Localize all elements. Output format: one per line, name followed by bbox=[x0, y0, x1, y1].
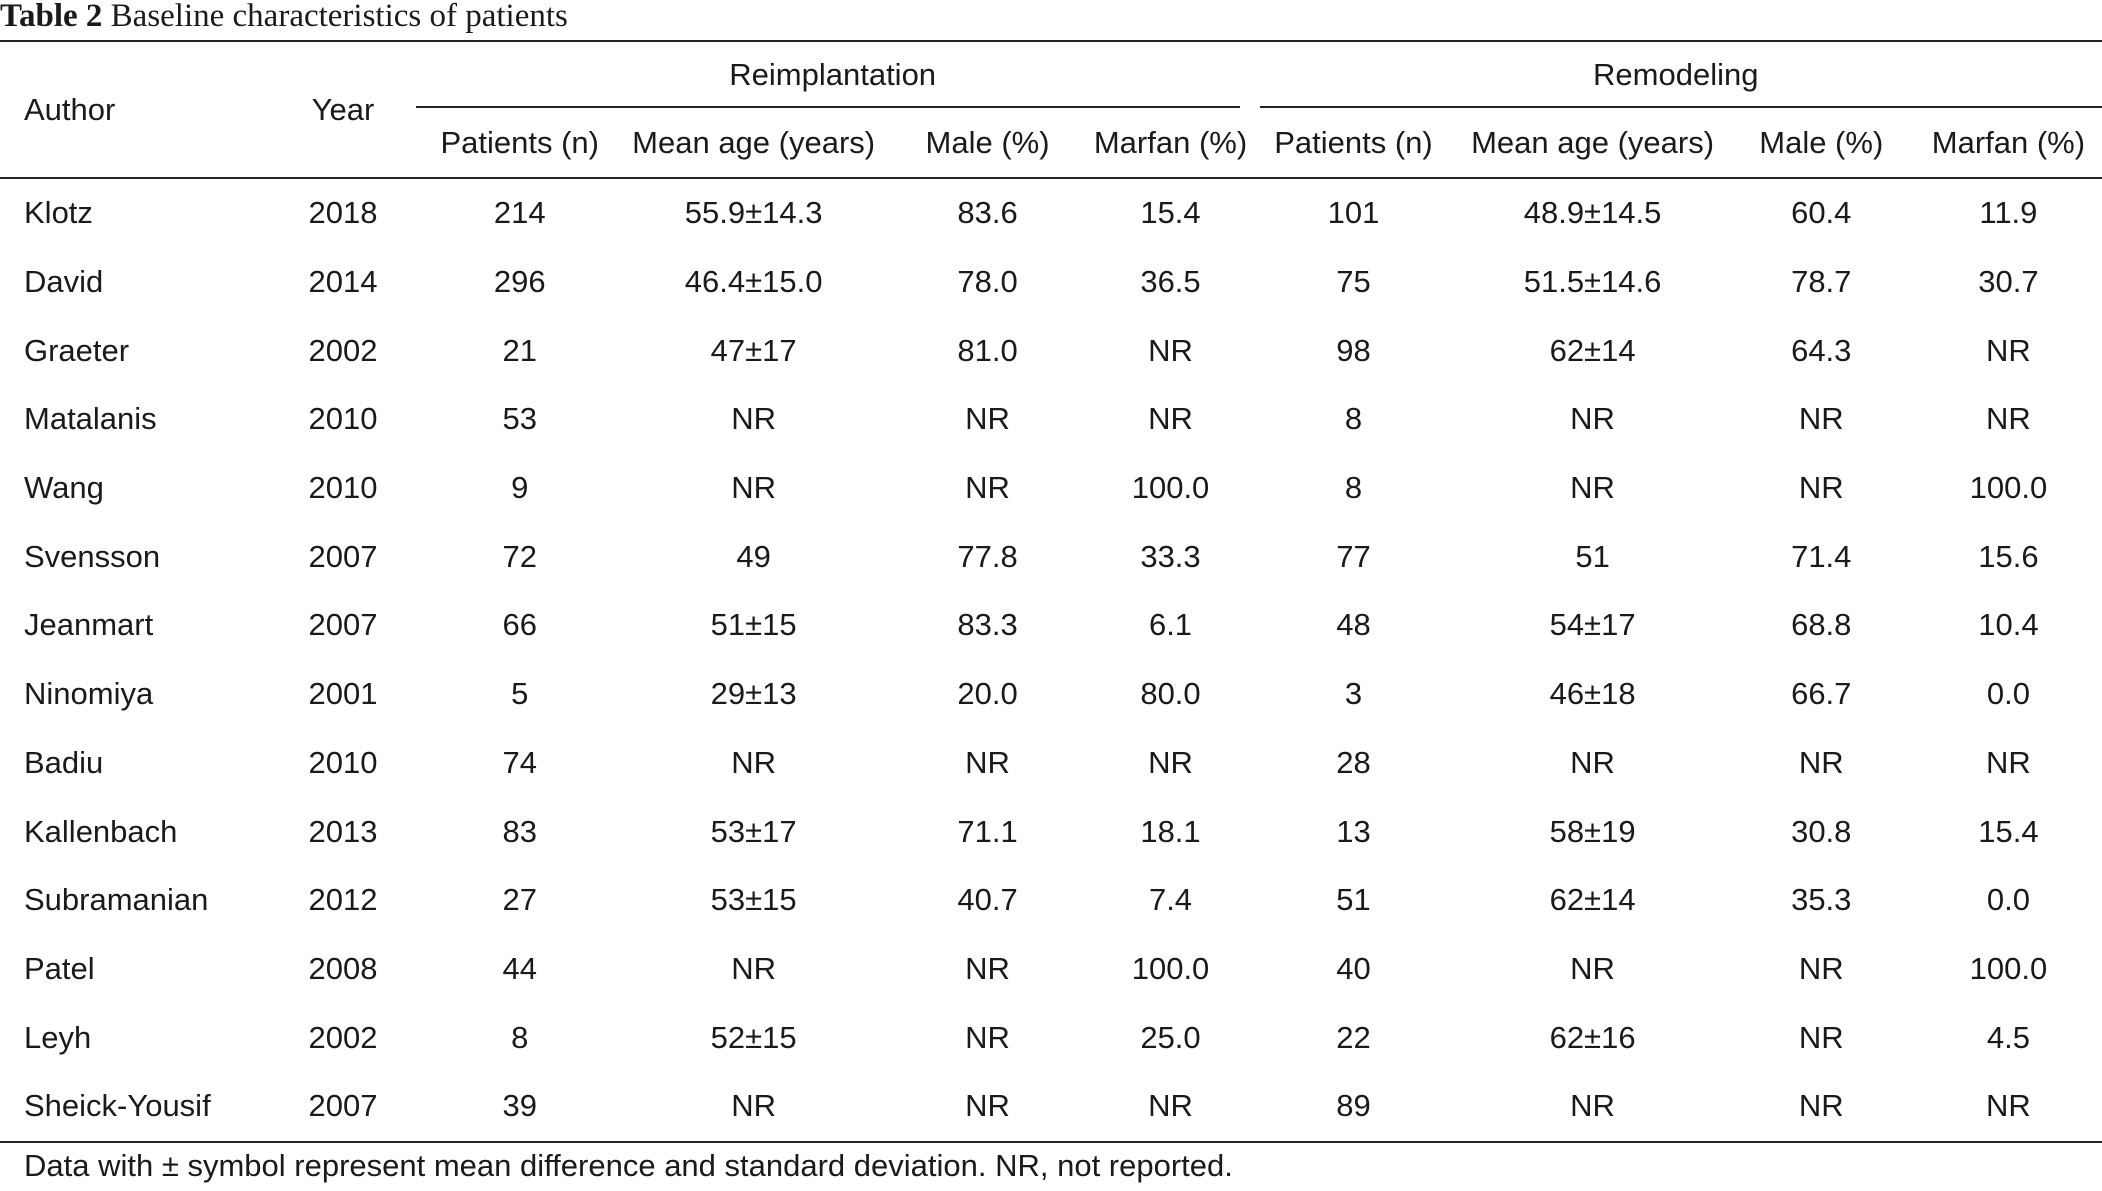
remodeling-marfan-cell: 11.9 bbox=[1979, 195, 2038, 231]
reimplantation-mean-age-cell: 49 bbox=[736, 538, 771, 574]
remodeling-patients-cell: 3 bbox=[1344, 676, 1363, 712]
reimplantation-male-cell: 40.7 bbox=[957, 882, 1018, 918]
reimplantation-male-cell: 77.8 bbox=[957, 538, 1018, 574]
author-cell: Kallenbach bbox=[24, 813, 178, 849]
reimplantation-male-cell: NR bbox=[965, 950, 1010, 986]
remodeling-marfan-cell: 10.4 bbox=[1978, 607, 2039, 643]
reimplantation-male-header: Male (%) bbox=[884, 108, 1092, 178]
reimplantation-mean-age-cell: NR bbox=[731, 401, 777, 437]
remodeling-patients-cell: 22 bbox=[1336, 1019, 1371, 1055]
author-cell: Svensson bbox=[24, 538, 161, 574]
reimplantation-marfan-cell: NR bbox=[1148, 744, 1193, 780]
reimplantation-male-cell: NR bbox=[965, 1019, 1010, 1055]
year-cell: 2013 bbox=[308, 813, 378, 849]
reimplantation-mean-age-cell: 29±13 bbox=[710, 676, 797, 712]
year-cell: 2007 bbox=[308, 538, 378, 574]
remodeling-marfan-cell: 15.6 bbox=[1978, 538, 2039, 574]
reimplantation-patients-header: Patients (n) bbox=[416, 108, 624, 178]
remodeling-mean-age-cell: 62±14 bbox=[1549, 332, 1636, 368]
reimplantation-mean-age-cell: 46.4±15.0 bbox=[684, 264, 823, 300]
remodeling-male-cell: NR bbox=[1798, 950, 1844, 986]
table-row bbox=[0, 248, 2102, 317]
remodeling-male-cell: 35.3 bbox=[1791, 882, 1852, 918]
remodeling-male-cell: 64.3 bbox=[1791, 332, 1852, 368]
remodeling-patients-cell: 40 bbox=[1336, 950, 1371, 986]
reimplantation-male-cell: NR bbox=[965, 470, 1010, 506]
remodeling-marfan-cell: NR bbox=[1986, 744, 2031, 780]
remodeling-mean-age-cell: 62±16 bbox=[1549, 1019, 1636, 1055]
reimplantation-group-rule bbox=[416, 106, 1240, 108]
reimplantation-mean-age-cell: 47±17 bbox=[710, 332, 797, 368]
reimplantation-male-cell: 83.6 bbox=[957, 195, 1018, 231]
remodeling-patients-cell: 101 bbox=[1327, 195, 1380, 231]
table-row bbox=[0, 729, 2102, 798]
remodeling-mean-age-cell: 51.5±14.6 bbox=[1523, 264, 1662, 300]
year-cell: 2002 bbox=[308, 332, 378, 368]
remodeling-patients-cell: 51 bbox=[1336, 882, 1371, 918]
remodeling-group-label: Remodeling bbox=[1593, 57, 1759, 92]
remodeling-mean-age-cell: 46±18 bbox=[1549, 676, 1636, 712]
year-cell: 2018 bbox=[308, 195, 378, 231]
remodeling-mean-age-cell: 62±14 bbox=[1549, 882, 1636, 918]
table-row bbox=[0, 454, 2102, 523]
reimplantation-patients-cell: 72 bbox=[502, 538, 537, 574]
table-caption bbox=[0, 0, 568, 40]
reimplantation-mean-age-cell: 55.9±14.3 bbox=[684, 195, 823, 231]
reimplantation-marfan-cell: 36.5 bbox=[1140, 264, 1201, 300]
remodeling-mean-age-cell: 58±19 bbox=[1549, 813, 1636, 849]
remodeling-male-cell: NR bbox=[1798, 401, 1844, 437]
reimplantation-patients-cell: 21 bbox=[502, 332, 537, 368]
reimplantation-marfan-cell: 15.4 bbox=[1140, 195, 1201, 231]
remodeling-marfan-cell: 0.0 bbox=[1986, 882, 2030, 918]
remodeling-mean-age-cell: 51 bbox=[1575, 538, 1610, 574]
remodeling-patients-cell: 75 bbox=[1336, 264, 1371, 300]
author-cell: David bbox=[24, 264, 104, 300]
remodeling-patients-cell: 8 bbox=[1344, 401, 1363, 437]
year-cell: 2014 bbox=[308, 264, 378, 300]
remodeling-marfan-cell: 4.5 bbox=[1986, 1019, 2030, 1055]
reimplantation-mean-age-cell: 53±17 bbox=[710, 813, 797, 849]
reimplantation-male-cell: NR bbox=[965, 744, 1010, 780]
reimplantation-marfan-cell: 18.1 bbox=[1140, 813, 1201, 849]
reimplantation-patients-cell: 44 bbox=[502, 950, 537, 986]
author-cell: Wang bbox=[24, 470, 104, 506]
remodeling-marfan-header: Marfan (%) bbox=[1915, 108, 2102, 178]
year-cell: 2010 bbox=[308, 470, 378, 506]
reimplantation-marfan-cell: 6.1 bbox=[1148, 607, 1193, 643]
remodeling-marfan-cell: 100.0 bbox=[1969, 950, 2048, 986]
reimplantation-mean-age-cell: NR bbox=[731, 470, 777, 506]
year-cell: 2012 bbox=[308, 882, 378, 918]
reimplantation-patients-cell: 9 bbox=[511, 470, 529, 506]
reimplantation-patients-cell: 66 bbox=[502, 607, 537, 643]
reimplantation-marfan-cell: NR bbox=[1148, 401, 1193, 437]
remodeling-patients-cell: 77 bbox=[1336, 538, 1371, 574]
author-cell: Klotz bbox=[24, 195, 93, 231]
reimplantation-patients-cell: 83 bbox=[502, 813, 537, 849]
reimplantation-marfan-cell: 100.0 bbox=[1131, 470, 1210, 506]
author-cell: Subramanian bbox=[24, 882, 209, 918]
table-caption-label: Table 2 bbox=[0, 0, 103, 34]
reimplantation-marfan-header: Marfan (%) bbox=[1091, 108, 1249, 178]
baseline-characteristics-table bbox=[0, 42, 2102, 1143]
remodeling-male-cell: 66.7 bbox=[1791, 676, 1852, 712]
reimplantation-patients-cell: 39 bbox=[416, 1072, 624, 1142]
author-cell: Matalanis bbox=[24, 401, 157, 437]
reimplantation-marfan-cell: 33.3 bbox=[1140, 538, 1201, 574]
reimplantation-mean-age-cell: 51±15 bbox=[710, 607, 797, 643]
year-cell: 2007 bbox=[270, 1072, 416, 1142]
reimplantation-patients-cell: 74 bbox=[502, 744, 537, 780]
table-row bbox=[0, 866, 2102, 935]
remodeling-marfan-cell: NR bbox=[1986, 401, 2031, 437]
year-cell: 2002 bbox=[308, 1019, 378, 1055]
remodeling-male-cell: 60.4 bbox=[1791, 195, 1852, 231]
reimplantation-patients-cell: 5 bbox=[511, 676, 529, 712]
reimplantation-patients-cell: 8 bbox=[511, 1019, 529, 1055]
remodeling-male-cell: 78.7 bbox=[1791, 264, 1852, 300]
remodeling-patients-cell: 98 bbox=[1336, 332, 1371, 368]
reimplantation-male-cell: 83.3 bbox=[957, 607, 1018, 643]
reimplantation-patients-cell: 53 bbox=[502, 401, 537, 437]
remodeling-mean-age-cell: NR bbox=[1570, 744, 1615, 780]
reimplantation-patients-cell: 214 bbox=[493, 195, 546, 231]
remodeling-mean-age-cell: NR bbox=[1570, 470, 1615, 506]
remodeling-mean-age-cell: NR bbox=[1570, 401, 1615, 437]
reimplantation-marfan-cell: 80.0 bbox=[1140, 676, 1201, 712]
year-cell: 2001 bbox=[308, 676, 378, 712]
remodeling-group-header bbox=[1250, 42, 2102, 108]
table-row bbox=[0, 1003, 2102, 1072]
remodeling-mean-age-cell: 48.9±14.5 bbox=[1523, 195, 1662, 231]
table-row bbox=[0, 1072, 2102, 1142]
reimplantation-mean-age-cell: NR bbox=[731, 744, 777, 780]
reimplantation-marfan-cell: NR bbox=[1091, 1072, 1249, 1142]
reimplantation-patients-cell: 296 bbox=[493, 264, 546, 300]
remodeling-patients-cell: 89 bbox=[1250, 1072, 1458, 1142]
remodeling-marfan-cell: 30.7 bbox=[1978, 264, 2039, 300]
reimplantation-mean-age-cell: 52±15 bbox=[710, 1019, 797, 1055]
reimplantation-marfan-cell: 7.4 bbox=[1148, 882, 1193, 918]
remodeling-marfan-cell: NR bbox=[1986, 332, 2031, 368]
reimplantation-male-cell: NR bbox=[965, 401, 1010, 437]
reimplantation-mean-age-header: Mean age (years) bbox=[624, 108, 884, 178]
year-cell: 2007 bbox=[308, 607, 378, 643]
remodeling-mean-age-cell: 54±17 bbox=[1549, 607, 1636, 643]
author-cell: Badiu bbox=[24, 744, 104, 780]
reimplantation-group-label: Reimplantation bbox=[729, 57, 937, 92]
remodeling-male-header: Male (%) bbox=[1728, 108, 1915, 178]
remodeling-patients-cell: 8 bbox=[1344, 470, 1363, 506]
author-cell: Patel bbox=[24, 950, 95, 986]
remodeling-group-rule bbox=[1260, 106, 2102, 108]
reimplantation-marfan-cell: 100.0 bbox=[1131, 950, 1210, 986]
table-row bbox=[0, 385, 2102, 454]
reimplantation-marfan-cell: NR bbox=[1148, 332, 1193, 368]
table-row bbox=[0, 591, 2102, 660]
author-cell: Graeter bbox=[24, 332, 130, 368]
table-body bbox=[0, 178, 2102, 1142]
table-row bbox=[0, 660, 2102, 729]
author-cell: Ninomiya bbox=[24, 676, 154, 712]
author-column-header: Author bbox=[0, 42, 270, 178]
remodeling-male-cell: NR bbox=[1798, 1019, 1844, 1055]
remodeling-patients-cell: 13 bbox=[1336, 813, 1371, 849]
reimplantation-male-cell: 78.0 bbox=[957, 264, 1018, 300]
remodeling-marfan-cell: 15.4 bbox=[1978, 813, 2039, 849]
year-column-header: Year bbox=[270, 42, 416, 178]
remodeling-patients-cell: 28 bbox=[1336, 744, 1371, 780]
reimplantation-patients-cell: 27 bbox=[502, 882, 537, 918]
year-cell: 2010 bbox=[308, 401, 378, 437]
remodeling-mean-age-cell: NR bbox=[1457, 1072, 1727, 1142]
reimplantation-mean-age-cell: NR bbox=[731, 950, 777, 986]
remodeling-marfan-cell: 0.0 bbox=[1986, 676, 2030, 712]
remodeling-male-cell: NR bbox=[1798, 744, 1844, 780]
reimplantation-mean-age-cell: 53±15 bbox=[710, 882, 797, 918]
remodeling-marfan-cell: NR bbox=[1915, 1072, 2102, 1142]
remodeling-male-cell: 30.8 bbox=[1791, 813, 1852, 849]
remodeling-patients-header: Patients (n) bbox=[1250, 108, 1458, 178]
reimplantation-mean-age-cell: NR bbox=[624, 1072, 884, 1142]
table-caption-text: Baseline characteristics of patients bbox=[110, 0, 568, 34]
remodeling-mean-age-cell: NR bbox=[1570, 950, 1615, 986]
author-cell: Jeanmart bbox=[24, 607, 154, 643]
reimplantation-male-cell: NR bbox=[884, 1072, 1092, 1142]
year-cell: 2008 bbox=[308, 950, 378, 986]
reimplantation-marfan-cell: 25.0 bbox=[1140, 1019, 1201, 1055]
remodeling-male-cell: 71.4 bbox=[1791, 538, 1852, 574]
table-row bbox=[0, 935, 2102, 1004]
reimplantation-male-cell: 71.1 bbox=[957, 813, 1018, 849]
reimplantation-group-header bbox=[416, 42, 1250, 108]
remodeling-mean-age-header: Mean age (years) bbox=[1457, 108, 1727, 178]
reimplantation-male-cell: 20.0 bbox=[957, 676, 1018, 712]
remodeling-male-cell: 68.8 bbox=[1791, 607, 1852, 643]
remodeling-male-cell: NR bbox=[1798, 470, 1844, 506]
author-cell: Leyh bbox=[24, 1019, 92, 1055]
table-row bbox=[0, 797, 2102, 866]
remodeling-patients-cell: 48 bbox=[1336, 607, 1371, 643]
year-cell: 2010 bbox=[308, 744, 378, 780]
reimplantation-male-cell: 81.0 bbox=[957, 332, 1018, 368]
table-row bbox=[0, 178, 2102, 248]
remodeling-male-cell: NR bbox=[1728, 1072, 1915, 1142]
remodeling-marfan-cell: 100.0 bbox=[1969, 470, 2048, 506]
table-footnote: Data with ± symbol represent mean difference and standard deviation. NR, not reported. bbox=[24, 1148, 1233, 1183]
table-row bbox=[0, 522, 2102, 591]
author-cell: Sheick-Yousif bbox=[0, 1072, 270, 1142]
table-row bbox=[0, 316, 2102, 385]
